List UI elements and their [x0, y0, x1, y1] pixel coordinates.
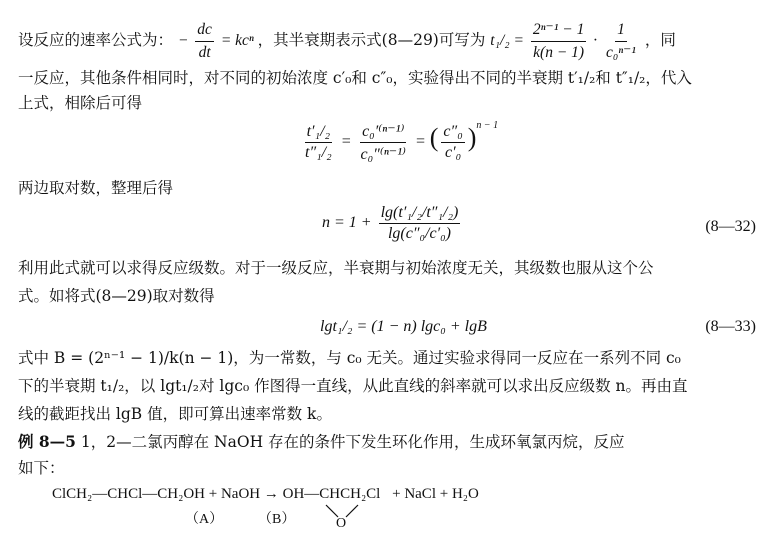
example-text: 1，2—二氯丙醇在 NaOH 存在的条件下发生环化作用，生成环氧氯丙烷，反应 — [80, 433, 625, 451]
rate-equation — [177, 21, 258, 61]
n-equation — [322, 204, 463, 243]
label-b: （B） — [258, 512, 296, 527]
epoxide-oxygen: O — [336, 516, 347, 531]
example-line1 — [18, 432, 625, 452]
halflife-den1: k(n − 1) — [533, 44, 585, 61]
halflife-frac1 — [531, 20, 586, 63]
halflife-den2: c₀ⁿ⁻¹ — [605, 44, 636, 61]
para1-line1 — [18, 20, 676, 63]
n-eq-den: lg(c″₀/c′₀) — [387, 225, 451, 242]
para2-line2: 式。如将式(8—29)取对数得 — [18, 287, 215, 305]
para3-line2: 下的半衰期 t₁/₂，以 lgt₁/₂对 lgc₀ 作图得一直线，从此直线的斜率就可以求出反应级数 n。再由直 — [18, 377, 688, 395]
ratio-frac-t — [303, 123, 334, 162]
rate-minus: − — [177, 32, 189, 50]
halflife-frac2 — [604, 20, 638, 63]
ratio-paren-num: c″₀ — [441, 123, 464, 143]
eq-number-8-33: (8—33) — [705, 318, 756, 335]
reactant-a: ClCH₂—CHCl—CH₂OH — [52, 486, 205, 502]
reaction-equation — [52, 486, 479, 503]
n-eq-lhs: n = 1 + — [322, 214, 372, 232]
para1-line3: 上式，相除后可得 — [18, 94, 143, 112]
label-a: （A） — [185, 512, 224, 527]
ratio-c-num: c₀′⁽ⁿ⁻¹⁾ — [360, 121, 406, 143]
ratio-t-num: t′₁/₂ — [305, 123, 333, 143]
halflife-num1: 2ⁿ⁻¹ − 1 — [531, 20, 586, 42]
reaction-arrow: → — [263, 486, 279, 502]
para1-end: ，同 — [644, 31, 676, 50]
example-label: 例 8—5 — [18, 432, 76, 451]
rate-num: dc — [195, 20, 214, 42]
text-log: 两边取对数，整理后得 — [18, 179, 174, 197]
n-eq-frac — [379, 204, 461, 243]
rate-fraction — [195, 20, 214, 63]
reactant-b: NaOH — [220, 486, 261, 502]
para1-line2: 一反应，其他条件相同时，对不同的初始浓度 c′₀和 c″₀，实验得出不同的半衰期 t′₁/₂和 t″₁/₂，代入 — [18, 69, 692, 87]
para2-line1: 利用此式就可以求得反应级数。对于一级反应，半衰期与初始浓度无关，其级数也服从这个公 — [18, 259, 654, 277]
rate-den: dt — [198, 44, 211, 61]
halflife-lhs: t₁/₂ = — [490, 32, 525, 50]
eq-number-8-32: (8—32) — [705, 218, 756, 235]
rate-rhs: = kcⁿ — [220, 32, 254, 50]
ratio-c-den: c₀″⁽ⁿ⁻¹⁾ — [360, 145, 406, 163]
ratio-exponent: n − 1 — [476, 120, 499, 131]
halflife-dot: · — [593, 32, 598, 50]
ratio-t-den: t″₁/₂ — [305, 143, 332, 161]
example-line2: 如下： — [18, 459, 65, 477]
para3-line1: 式中 B = (2ⁿ⁻¹ − 1)/k(n − 1)，为一常数，与 c₀ 无关。通过实验求得同一反应在一系列不同 c₀ — [18, 349, 681, 367]
product-epoxide: OH—CHCH₂Cl — [282, 486, 381, 502]
reaction-plus: + — [208, 486, 218, 502]
ratio-frac-c — [358, 121, 407, 164]
ratio-equation: $\frac{\text{t′₁/₂}}{\text{t″₁/₂}}$ = $\frac{\text{c₀′⁽ⁿ⁻¹⁾}}{\text{c₀″⁽ⁿ⁻¹⁾}}$ = ( $\frac{\text{c″₀}}{\text{c′₀}}$ )$^{n - 1}$ — [305, 120, 499, 163]
para1-prefix: 设反应的速率公式为： — [18, 31, 174, 50]
n-eq-num: lg(t′₁/₂/t″₁/₂) — [379, 204, 461, 224]
halflife-equation — [490, 21, 645, 61]
ratio-frac-paren — [441, 123, 464, 162]
products-rest: + NaCl + H₂O — [392, 486, 479, 502]
para3-line3: 线的截距找出 lgB 值，即可算出速率常数 k。 — [18, 405, 332, 423]
lg-equation: lgt₁/₂ = (1 − n) lgc₀ + lgB — [320, 318, 487, 335]
ratio-paren-den: c′₀ — [445, 143, 462, 161]
para1-mid: ，其半衰期表示式(8—29)可写为 — [257, 31, 486, 50]
halflife-num2: 1 — [615, 20, 627, 42]
